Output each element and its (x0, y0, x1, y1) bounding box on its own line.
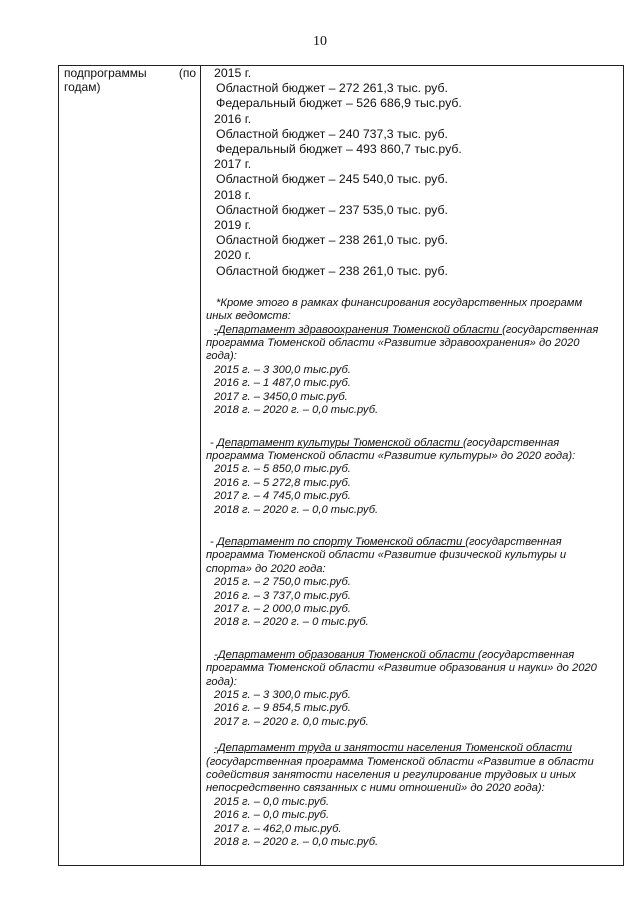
funding-line: 2017 г. – 2 000,0 тыс.руб. (214, 602, 351, 615)
funding-line: 2018 г. – 2020 г. – 0,0 тыс.руб. (214, 404, 379, 417)
budget-year: 2017 г. (214, 157, 252, 172)
note-block (206, 297, 618, 850)
department-name: -Департамент образования Тюменской области (214, 648, 478, 661)
budget-line: Федеральный бюджет – 493 860,7 тыс.руб. (216, 142, 462, 157)
department-heading (206, 437, 618, 450)
funding-line: 2018 г. – 2020 г. – 0,0 тыс.руб. (214, 836, 379, 849)
left-cell-label (64, 66, 196, 94)
budget-year: 2019 г. (214, 218, 252, 233)
department-program-line: содействия занятости населения и регулирование трудовых и иных (206, 769, 577, 782)
left-cell-line: годам) (64, 80, 101, 94)
department-name: Департамент культуры Тюменской области (216, 436, 464, 449)
budget-line: Областной бюджет – 245 540,0 тыс. руб. (216, 172, 448, 187)
department-program-line: непосредственно связанных с ними отношений» до 2020 года): (206, 782, 545, 795)
budget-line: Областной бюджет – 272 261,3 тыс. руб. (216, 81, 448, 96)
column-divider (200, 65, 201, 866)
funding-line: 2017 г. – 3450,0 тыс.руб. (214, 390, 348, 403)
funding-line: 2016 г. – 0,0 тыс.руб. (214, 809, 330, 822)
department-program-line: программа Тюменской области «Развитие образования и науки» до 2020 (206, 662, 597, 675)
budget-line: Областной бюджет – 238 261,0 тыс. руб. (216, 263, 448, 278)
department-program-line: года): (206, 350, 237, 363)
department-program-line: программа Тюменской области «Развитие здравоохранения» до 2020 (206, 337, 580, 350)
left-cell-word: (по (178, 66, 196, 80)
department-block (206, 742, 618, 849)
department-program: (государственная (465, 535, 562, 548)
department-block (206, 649, 618, 729)
department-block (206, 324, 618, 418)
department-dash: - (210, 535, 217, 548)
funding-line: 2017 г. – 462,0 тыс.руб. (214, 822, 342, 835)
funding-line: 2018 г. – 2020 г. – 0 тыс.руб. (214, 616, 369, 629)
department-program-line: (государственная программа Тюменской области «Развитие в области (206, 755, 594, 768)
department-program: (государственная (463, 436, 560, 449)
budget-block (206, 66, 618, 279)
page-number: 10 (313, 34, 327, 49)
funding-line: 2015 г. – 3 300,0 тыс.руб. (214, 689, 351, 701)
department-name: -Департамент здравоохранения Тюменской области (214, 323, 503, 336)
department-program-line: года): (206, 675, 237, 688)
department-program-line: спорта» до 2020 года: (206, 562, 326, 575)
left-cell-line (64, 66, 196, 80)
left-cell-word: подпрограммы (64, 66, 147, 80)
budget-line: Областной бюджет – 238 261,0 тыс. руб. (216, 233, 448, 248)
department-program: (государственная (502, 323, 599, 336)
budget-year: 2018 г. (214, 187, 252, 202)
funding-line: 2015 г. – 3 300,0 тыс.руб. (214, 363, 351, 376)
funding-line: 2018 г. – 2020 г. – 0,0 тыс.руб. (214, 503, 379, 516)
budget-line: Областной бюджет – 237 535,0 тыс. руб. (216, 202, 448, 217)
department-heading (206, 324, 618, 337)
department-heading (206, 536, 618, 549)
budget-year: 2016 г. (214, 111, 252, 126)
department-block (206, 437, 618, 517)
budget-line: Областной бюджет – 240 737,3 тыс. руб. (216, 126, 448, 141)
funding-line: 2015 г. – 2 750,0 тыс.руб. (214, 576, 351, 589)
department-name: Департамент по спорту Тюменской области (216, 535, 466, 548)
funding-line: 2015 г. – 5 850,0 тыс.руб. (214, 463, 351, 476)
funding-line: 2016 г. – 5 272,8 тыс.руб. (214, 476, 351, 489)
budget-line: Федеральный бюджет – 526 686,9 тыс.руб. (216, 96, 462, 111)
funding-line: 2015 г. – 0,0 тыс.руб. (214, 795, 330, 808)
department-heading (206, 742, 618, 755)
right-cell-content (206, 66, 618, 849)
budget-year: 2015 г. (214, 66, 252, 80)
funding-line: 2017 г. – 4 745,0 тыс.руб. (214, 490, 351, 503)
note-intro: иных ведомств: (206, 310, 291, 323)
department-dash: - (210, 436, 217, 449)
department-program-line: программа Тюменской области «Развитие культуры» до 2020 года): (206, 449, 576, 462)
department-name: -Департамент труда и занятости населения Тюменской области (214, 742, 572, 755)
department-program-line: программа Тюменской области «Развитие физической культуры и (206, 549, 567, 562)
department-block (206, 536, 618, 630)
budget-year: 2020 г. (214, 248, 252, 263)
funding-line: 2017 г. – 2020 г. 0,0 тыс.руб. (214, 715, 369, 728)
department-program: (государственная (478, 648, 575, 661)
funding-line: 2016 г. – 3 737,0 тыс.руб. (214, 589, 351, 602)
note-intro: *Кроме этого в рамках финансирования государственных программ (216, 296, 583, 309)
department-heading (206, 649, 618, 662)
funding-line: 2016 г. – 1 487,0 тыс.руб. (214, 377, 351, 390)
funding-line: 2016 г. – 9 854,5 тыс.руб. (214, 702, 351, 715)
